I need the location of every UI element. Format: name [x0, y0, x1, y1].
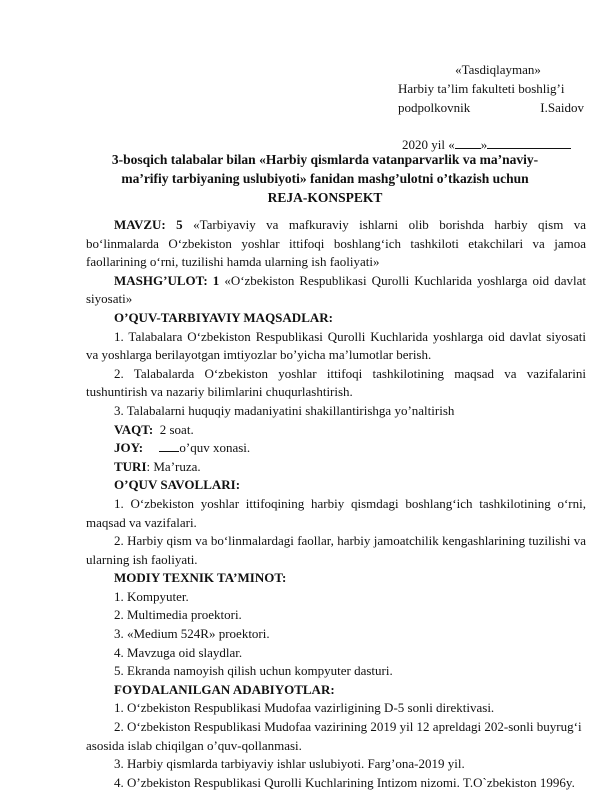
literature-item: 3. Harbiy qismlarda tarbiyaviy ishlar uslubiyoti. Farg’ona-2019 yil. — [114, 756, 465, 772]
literature-item: 4. O’zbekiston Respublikasi Qurolli Kuchlarining Intizom nizomi. T.O`zbekiston 1996y. — [114, 774, 575, 790]
vaqt-line — [86, 421, 586, 440]
approval-position: Harbiy ta’lim fakulteti boshlig’i — [398, 81, 565, 96]
title-line-1: 3-bosqich talabalar bilan «Harbiy qismlarda vatanparvarlik va ma’naviy- — [111, 152, 539, 167]
date-month-blank — [487, 136, 571, 149]
joy-line — [86, 439, 586, 458]
provision-item: 1. Kompyuter. — [114, 588, 189, 604]
turi-value: : Ma’ruza. — [146, 458, 201, 474]
question-item: 1. O‘zbekiston yoshlar ittifoqining harbiy qismdagi boshlang‘ich tashkilotining o‘rni, maqsad va vazifalari. — [86, 495, 586, 530]
turi-line — [86, 458, 586, 477]
goal-item: 3. Talabalarni huquqiy madaniyatini shakillantirishga yo’naltirish — [114, 402, 455, 418]
literature-heading: FOYDALANILGAN ADABIYOTLAR: — [114, 681, 335, 697]
approval-heading: «Tasdiqlayman» — [455, 62, 541, 77]
goals-heading: O’QUV-TARBIYAVIY MAQSADLAR: — [114, 309, 333, 325]
literature-item: 1. O‘zbekiston Respublikasi Mudofaa vazirligining D-5 sonli direktivasi. — [114, 700, 495, 716]
mavzu-text: «Tarbiyaviy va mafkuraviy ishlarni olib borishda harbiy qism va bo‘linmalarda O‘zbekiston yoshlar ittifoqi boshlang‘ich tashkiloti etakchilari va jamoa faollarining o‘rni, tuzilishi hamda ularning ish faoliyati» — [86, 217, 586, 270]
goal-item: 1. Talabalara O‘zbekiston Respublikasi Qurolli Kuchlarida yoshlarga oid davlat siyosati va yoshlarga berilayotgan imtiyozlar bo’yicha ma’lumotlar berish. — [86, 328, 586, 363]
date-prefix: 2020 yil « — [402, 137, 455, 152]
provision-item: 4. Mavzuga oid slaydlar. — [114, 644, 243, 660]
mavzu-label: MAVZU: 5 — [114, 217, 183, 232]
question-item: 2. Harbiy qism va bo‘linmalardagi faollar, harbiy jamoatchilik kengashlarining tuzilishi va ularning ish faoliyati. — [86, 533, 586, 567]
approval-name: I.Saidov — [540, 100, 584, 115]
joy-blank — [159, 439, 179, 452]
date-mid: » — [480, 137, 488, 152]
vaqt-label: VAQT: — [114, 421, 154, 437]
provision-item: 3. «Medium 524R» proektori. — [114, 626, 270, 642]
turi-label: TURI — [114, 458, 147, 474]
document-body — [86, 216, 586, 792]
literature-item: 2. O‘zbekiston Respublikasi Mudofaa vazirining 2019 yil 12 apreldagi 202-sonli buyrug‘i asosida islab chiqilgan o’quv-qollanmasi. — [86, 719, 582, 753]
title-line-3: REJA-KONSPEKT — [267, 190, 383, 205]
mashgulot-label: MASHG’ULOT: 1 — [114, 272, 220, 288]
joy-value: o’quv xonasi. — [179, 440, 251, 456]
joy-label: JOY: — [114, 440, 144, 456]
title-line-2: ma’rifiy tarbiyaning uslubiyoti» fanidan mashg’ulotni o’tkazish uchun — [121, 171, 529, 186]
provision-item: 5. Ekranda namoyish qilish uchun kompyuter dasturi. — [114, 663, 393, 679]
approval-block — [398, 60, 598, 154]
mavzu-paragraph — [86, 216, 586, 272]
approval-signatory — [398, 98, 598, 117]
date-day-blank — [455, 136, 481, 149]
mashgulot-paragraph — [86, 272, 586, 309]
document-title — [60, 150, 590, 207]
provision-item: 2. Multimedia proektori. — [114, 607, 242, 623]
questions-heading: O’QUV SAVOLLARI: — [114, 477, 241, 493]
mashgulot-text: «O‘zbekiston Respublikasi Qurolli Kuchlarida yoshlarga oid davlat siyosati» — [86, 272, 586, 307]
vaqt-value: 2 soat. — [159, 421, 194, 437]
goal-item: 2. Talabalarda O‘zbekiston yoshlar ittifoqi tashkilotining maqsad va vazifalarini tushuntirish va nazariy bilimlarini chuqurlashtirish. — [86, 365, 586, 400]
approval-rank: podpolkovnik — [398, 100, 471, 115]
provision-heading: MODIY TEXNIK TA’MINOT: — [114, 570, 287, 586]
